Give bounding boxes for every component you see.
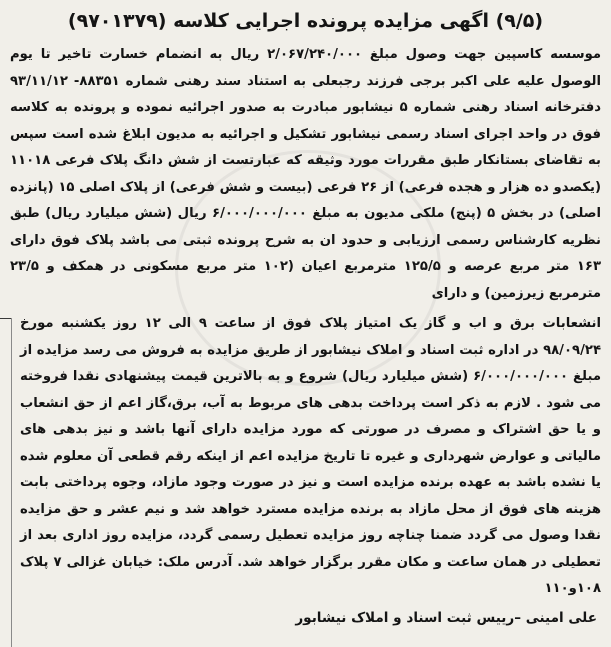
notice-paragraph-1: موسسه کاسپین جهت وصول مبلغ ۲/۰۶۷/۲۴۰/۰۰۰ ریال به انضمام خسارت تاخیر تا یوم الوصول علیه علی اکبر برجی فرزند رجبعلی به استناد سند رهنی شماره ۸۸۳۵۱- ۹۳/۱۱/۱۲ دفترخانه اسناد رهنی شماره ۵ نیشابور مبادرت به صدور اجرائیه نموده و پرونده به کلاسه فوق در واحد اجرای اسناد رسمی نیشابور تشکیل و اجرائیه به مدیون ابلاغ شده است سپس به تقاضای بستانکار طبق مقررات مورد وثیقه که عبارتست از شش دانگ پلاک فرعی ۱۱۰۱۸ (یکصدو ده هزار و هجده فرعی) از ۲۶ فرعی (بیست و شش فرعی) از پلاک اصلی ۱۵ (پانزده اصلی) در بخش ۵ (پنج) ملکی مدیون به مبلغ ۶/۰۰۰/۰۰۰/۰۰۰ ریال (شش میلیارد ریال) طبق نظریه کارشناس رسمی ارزیابی و حدود ان به شرح پرونده ثبتی می باشد پلاک فوق دارای ۱۶۳ متر مربع عرصه و ۱۲۵/۵ مترمربع اعیان (۱۰۲ متر مربع مسکونی در همکف و ۲۳/۵ مترمربع زیرزمین) و دارای <box>10 47 602 301</box>
notice-title: (۹/۵) اگهی مزایده پرونده اجرایی کلاسه (۹۷۰۱۳۷۹) <box>67 10 544 32</box>
notice-paragraph-2: انشعابات برق و اب و گاز یک امتیاز پلاک فوق از ساعت ۹ الی ۱۲ روز یکشنبه مورخ ۹۸/۰۹/۲۴ در اداره ثبت اسناد و املاک نیشابور از طریق مزایده به فروش می رسد مزایده از مبلغ ۶/۰۰۰/۰۰۰/۰۰۰ (شش میلیارد ریال) شروع و به بالاترین قیمت پیشنهادی نقدا فروخته می شود . لازم به ذکر است پرداخت بدهی های مربوط به آب، برق،گاز اعم از حق انشعاب و یا حق اشتراک و مصرف در صورتی که مورد مزایده دارای آنها باشد و نیز بدهی های مالیاتی و عوارض شهرداری و غیره تا تاریخ مزایده اعم از اینکه رقم قطعی آن معلوم شده یا نشده باشد به عهده برنده مزایده است و نیز در صورت وجود مازاد، وجوه پرداختی بابت هزینه های فوق از محل مازاد به برنده مزایده مسترد خواهد شد و نیم عشر و حق مزایده نقدا وصول می گردد ضمنا چناچه روز مزایده تعطیل رسمی گردد، مزایده روز اداری بعد از تعطیلی در همان ساعت و مکان مقرر برگزار خواهد شد. آدرس ملک: خیابان غزالی ۷ پلاک ۱۰۸و۱۱۰ <box>20 316 601 596</box>
fold-line-vertical <box>11 318 12 647</box>
notice-signature: علی امینی –رییس ثبت اسناد و املاک نیشابور <box>295 609 597 626</box>
